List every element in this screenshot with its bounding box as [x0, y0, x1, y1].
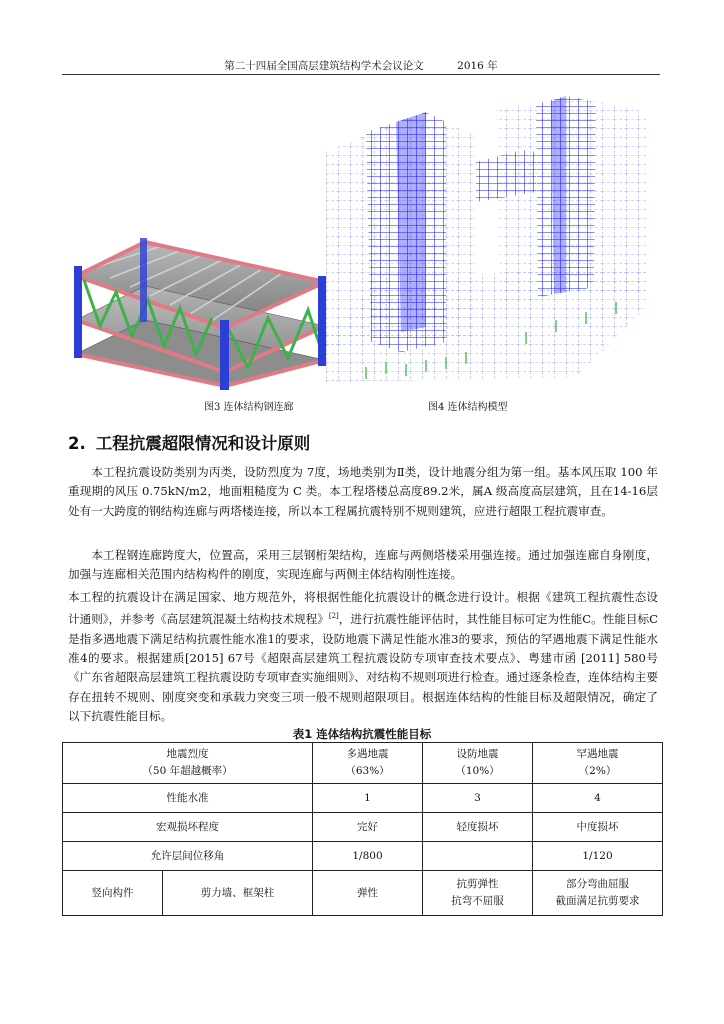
table-cell: 1/120: [533, 842, 663, 871]
citation-ref[interactable]: [2]: [328, 612, 339, 621]
table-header-row: [63, 743, 663, 784]
table-caption: 表1 连体结构抗震性能目标: [292, 727, 432, 741]
table-cell: 3: [423, 784, 533, 813]
header-title: 第二十四届全国高层建筑结构学术会议论文: [224, 60, 424, 72]
table-cell: 弹性: [313, 871, 423, 916]
header-cell: 多遇地震 （63%）: [313, 743, 423, 784]
row-label: 性能水准: [63, 784, 313, 813]
figure-3-steel-corridor: [70, 236, 330, 394]
header-cell: 罕遇地震 （2%）: [533, 743, 663, 784]
paragraph-3-part-b: ，进行抗震性能评估时，其性能目标可定为性能C。性能目标C是指多遇地震下满足结构抗震性能水准1的要求，设防地震下满足性能水准3的要求，预估的罕遇地震下满足性能水准4的要求。根据建质[2015] 67号《超限高层建筑工程抗震设防专项审查技术要点》、粤建市函 [2011] 580号《广东省超限高层建筑工程抗震设防专项审查实施细则》、对结构不规则项进行检查。通过逐条检查，连体结构主要存在扭转不规则、刚度突变和承载力突变三项一般不规则超限项目。根据连体结构的性能目标及超限情况，确定了以下抗震性能目标。: [68, 612, 658, 724]
table-row: [63, 871, 663, 916]
row-label: 宏观损坏程度: [63, 813, 313, 842]
header-label-cell: 地震烈度 （50 年超越概率）: [63, 743, 313, 784]
table-cell: [423, 842, 533, 871]
paragraph-3-part-a: 本工程的抗震设计在满足国家、地方规范外，将根据性能化抗震设计的概念进行设计。根据《建筑工程抗震性态设计通则》，并参考《高层建筑混凝土结构技术规程》: [68, 590, 658, 627]
figure-3-caption: 图3 连体结构钢连廊: [204, 402, 294, 413]
page-header: [62, 58, 660, 75]
table-cell: 部分弯曲屈服 截面满足抗剪要求: [533, 871, 663, 916]
section-title: 工程抗震超限情况和设计原则: [95, 434, 311, 453]
member-group-cell: 竖向构件: [63, 871, 163, 916]
paragraph-1: 本工程抗震设防类别为丙类，设防烈度为 7度，场地类别为Ⅱ类，设计地震分组为第一组。基本风压取 100 年重现期的风压 0.75kN/m2，地面粗糙度为 C 类。本工程塔楼总高度89.2米，属A 级高度高层建筑，且在14-16层处有一大跨度的钢结构连廊与两塔楼连接，所以本工程属抗震特别不规则建筑，应进行超限工程抗震审查。: [68, 465, 658, 518]
row-label: 允许层间位移角: [63, 842, 313, 871]
table-cell: 完好: [313, 813, 423, 842]
table-row: [63, 813, 663, 842]
table-cell: 4: [533, 784, 663, 813]
section-number: 2.: [68, 434, 86, 453]
figure-4-caption: 图4 连体结构模型: [428, 402, 508, 413]
table-cell: 1: [313, 784, 423, 813]
header-year: 2016 年: [457, 60, 498, 72]
table-cell: 中度损坏: [533, 813, 663, 842]
table-row: [63, 784, 663, 813]
member-type-cell: 剪力墙、框架柱: [163, 871, 313, 916]
table-row: [63, 842, 663, 871]
table-cell: 抗剪弹性 抗弯不屈服: [423, 871, 533, 916]
table-cell: 1/800: [313, 842, 423, 871]
performance-table: [62, 742, 663, 916]
section-heading: [68, 430, 320, 454]
header-cell: 设防地震 （10%）: [423, 743, 533, 784]
paragraph-2: 本工程钢连廊跨度大，位置高，采用三层钢桁架结构，连廊与两侧塔楼采用强连接。通过加强连廊自身刚度，加强与连廊相关范围内结构构件的刚度，实现连廊与两侧主体结构刚性连接。: [68, 548, 658, 582]
table-cell: 轻度损坏: [423, 813, 533, 842]
paragraph-3: [68, 588, 658, 727]
figure-4-structural-model: [326, 92, 656, 392]
